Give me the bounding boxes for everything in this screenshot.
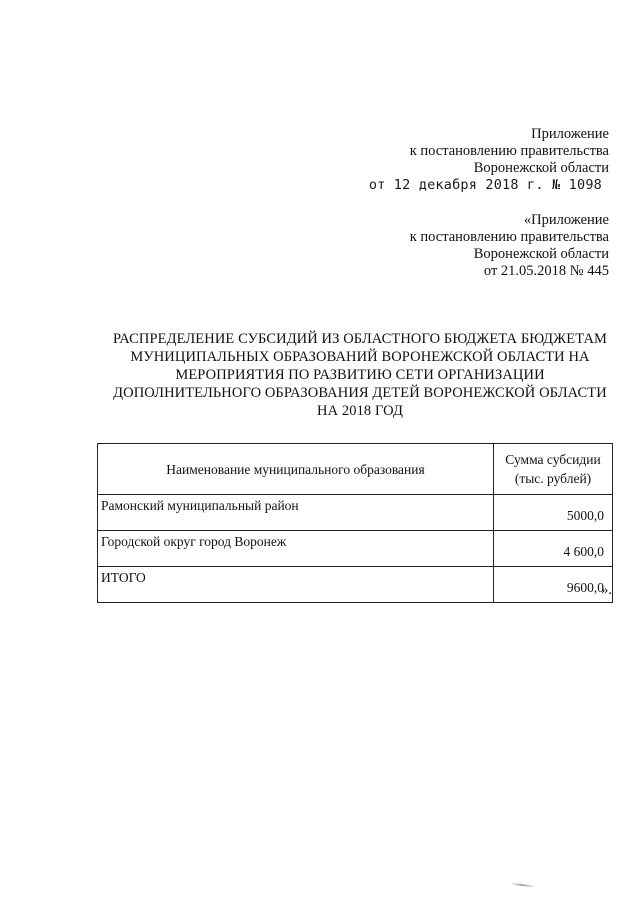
total-label: ИТОГО — [98, 567, 494, 603]
appendix-region: Воронежской области — [473, 160, 609, 176]
appendix-label: «Приложение — [523, 212, 609, 228]
title-line: НА 2018 ГОД — [317, 403, 403, 419]
appendix-date-number-stamp: от 12 декабря 2018 г. № 1098 — [368, 177, 602, 193]
subsidy-amount: 4 600,0 — [494, 531, 613, 567]
table-row — [98, 495, 613, 531]
municipality-name: Рамонский муниципальный район — [98, 495, 494, 531]
appendix-date-number: от 21.05.2018 № 445 — [483, 263, 609, 279]
table-row — [98, 531, 613, 567]
table-header-row — [98, 444, 613, 495]
title-line: ДОПОЛНИТЕЛЬНОГО ОБРАЗОВАНИЯ ДЕТЕЙ ВОРОНЕЖСКОЙ ОБЛАСТИ — [113, 385, 607, 401]
appendix-resolution-ref: к постановлению правительства — [409, 143, 609, 159]
subsidy-table — [97, 443, 613, 603]
column-header-name: Наименование муниципального образования — [98, 444, 494, 495]
total-amount: 9600,0 — [494, 567, 613, 603]
column-header-sum-line1: Сумма субсидии — [505, 452, 601, 467]
column-header-sum-line2: (тыс. рублей) — [514, 471, 592, 486]
municipality-name: Городской округ город Воронеж — [98, 531, 494, 567]
appendix-label: Приложение — [531, 126, 609, 142]
title-line: МУНИЦИПАЛЬНЫХ ОБРАЗОВАНИЙ ВОРОНЕЖСКОЙ ОБЛАСТИ НА — [130, 349, 590, 365]
scan-artifact — [510, 882, 534, 887]
subsidy-amount: 5000,0 — [494, 495, 613, 531]
title-line: РАСПРЕДЕЛЕНИЕ СУБСИДИЙ ИЗ ОБЛАСТНОГО БЮДЖЕТА БЮДЖЕТАМ — [112, 331, 608, 347]
table-total-row — [98, 567, 613, 603]
appendix-header-previous — [410, 212, 609, 280]
appendix-resolution-ref: к постановлению правительства — [409, 229, 609, 245]
closing-quote-mark: ». — [601, 582, 612, 598]
appendix-region: Воронежской области — [473, 246, 609, 262]
column-header-sum — [494, 444, 613, 495]
appendix-header-current — [369, 126, 609, 194]
title-line: МЕРОПРИЯТИЯ ПО РАЗВИТИЮ СЕТИ ОРГАНИЗАЦИИ — [175, 367, 545, 383]
document-title — [90, 330, 630, 420]
